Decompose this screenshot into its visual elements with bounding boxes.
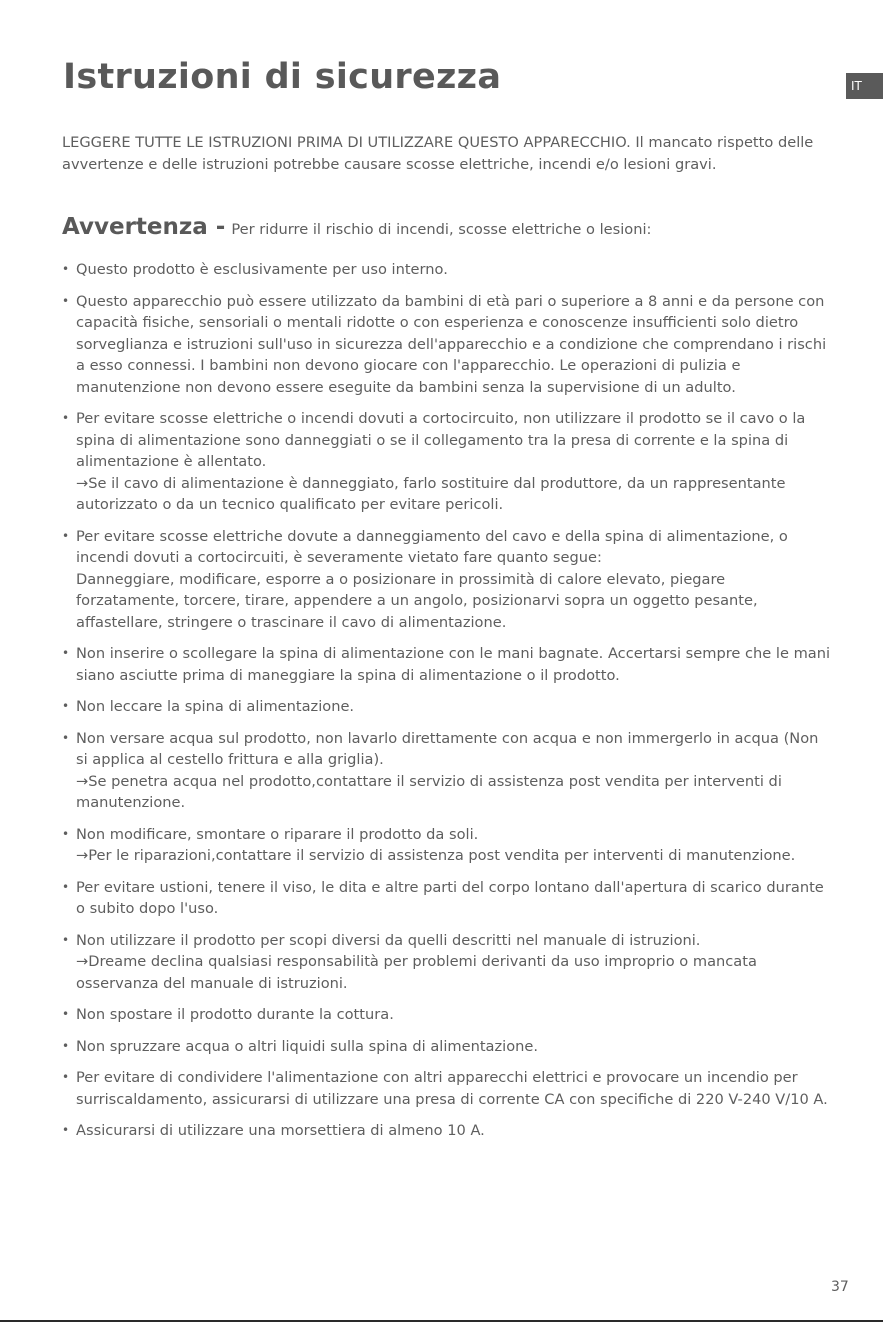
list-item-text: Non utilizzare il prodotto per scopi diversi da quelli descritti nel manuale di istruzioni. [76, 931, 701, 949]
bullet-icon: • [62, 646, 70, 660]
list-item-text: Per evitare ustioni, tenere il viso, le dita e altre parti del corpo lontano dall'apertura di scarico durante o subito dopo l'uso. [76, 878, 824, 917]
list-item [62, 877, 832, 920]
list-item-text: Non versare acqua sul prodotto, non lavarlo direttamente con acqua e non immergerlo in acqua (Non si applica al cestello frittura e alla griglia). [76, 729, 819, 768]
intro-paragraph: LEGGERE TUTTE LE ISTRUZIONI PRIMA DI UTILIZZARE QUESTO APPARECCHIO. Il mancato rispetto delle avvertenze e delle istruzioni potrebbe causare scosse elettriche, incendi e/o lesioni gravi. [62, 134, 814, 173]
list-item-text: Non modificare, smontare o riparare il prodotto da soli. [76, 825, 479, 843]
list-item-text: Assicurarsi di utilizzare una morsettiera di almeno 10 A. [76, 1122, 485, 1139]
list-item [62, 696, 832, 718]
bullet-icon: • [62, 1123, 70, 1137]
bullet-icon: • [62, 826, 70, 841]
bullet-icon: • [62, 262, 70, 276]
bullet-icon: • [62, 1007, 70, 1021]
list-item-text: Per evitare scosse elettriche o incendi dovuti a cortocircuito, non utilizzare il prodotto se il cavo o la spina di alimentazione sono danneggiati o se il collegamento tra la presa di corrente e la spina di alimentazione è allentato. [76, 410, 806, 470]
bullet-icon: • [62, 932, 70, 947]
list-item [62, 259, 832, 281]
list-item [62, 1067, 832, 1110]
warning-title: Avvertenza - [62, 214, 226, 240]
list-item [62, 291, 832, 399]
list-item-text: Non spruzzare acqua o altri liquidi sulla spina di alimentazione. [76, 1037, 539, 1055]
language-tab: IT [846, 73, 883, 99]
list-item-text: →Per le riparazioni,contattare il servizio di assistenza post vendita per interventi di manutenzione. [76, 847, 796, 864]
list-item-text: →Dreame declina qualsiasi responsabilità per problemi derivanti da uso improprio o mancata osservanza del manuale di istruzioni. [76, 953, 757, 992]
list-item [62, 824, 832, 867]
list-item-text: Non leccare la spina di alimentazione. [76, 698, 355, 715]
bullet-icon: • [62, 1070, 70, 1084]
list-item-text: Questo apparecchio può essere utilizzato da bambini di età pari o superiore a 8 anni e da persone con capacità fisiche, sensoriali o mentali ridotte o con esperienza e conoscenze insufficienti solo dietro sorveglianza e istruzioni sull'uso in sicurezza dell'apparecchio e a condizione che comprendano i rischi a esso connessi. I bambini non devono giocare con l'apparecchio. Le operazioni di pulizia e manutenzione non devono essere eseguite da bambini senza la supervisione di un adulto. [76, 292, 827, 396]
list-item [62, 1036, 832, 1058]
list-item [62, 930, 832, 995]
list-item [62, 1004, 832, 1026]
page-number: 37 [831, 1279, 849, 1295]
list-item [62, 643, 832, 686]
list-item [62, 1120, 832, 1142]
list-item [62, 408, 832, 516]
bottom-divider [0, 1320, 883, 1322]
bullet-icon: • [62, 879, 70, 894]
list-item-text: Per evitare scosse elettriche dovute a danneggiamento del cavo e della spina di alimentazione, o incendi dovuti a cortocircuiti, è severamente vietato fare quanto segue: [76, 527, 788, 566]
list-item-text: Questo prodotto è esclusivamente per uso interno. [76, 261, 448, 278]
warning-text: Per ridurre il rischio di incendi, scosse elettriche o lesioni: [231, 221, 652, 238]
page-title: Istruzioni di sicurezza [63, 57, 502, 97]
list-item [62, 728, 832, 814]
bullet-icon: • [62, 411, 70, 425]
list-item-text: →Se penetra acqua nel prodotto,contattare il servizio di assistenza post vendita per interventi di manutenzione. [76, 772, 782, 811]
list-item-text: Danneggiare, modificare, esporre a o posizionare in prossimità di calore elevato, piegare forzatamente, torcere, tirare, appendere a un angolo, posizionarvi sopra un oggetto pesante, affastellare, stringere o trascinare il cavo di alimentazione. [76, 570, 758, 631]
list-item [62, 526, 832, 634]
list-item-text: Per evitare di condividere l'alimentazione con altri apparecchi elettrici e provocare un incendio per surriscaldamento, assicurarsi di utilizzare una presa di corrente CA con specifiche di 220 V-240 V/10 A. [76, 1069, 828, 1108]
list-item-text: Non inserire o scollegare la spina di alimentazione con le mani bagnate. Accertarsi sempre che le mani siano asciutte prima di maneggiare la spina di alimentazione o il prodotto. [76, 645, 831, 684]
bullet-icon: • [62, 699, 70, 713]
warning-heading [62, 212, 822, 245]
bullet-icon: • [62, 293, 70, 308]
list-item-text: Non spostare il prodotto durante la cottura. [76, 1006, 394, 1023]
bullet-icon: • [62, 730, 70, 745]
safety-list [62, 259, 832, 1152]
bullet-icon: • [62, 528, 70, 543]
bullet-icon: • [62, 1038, 70, 1053]
list-item-text: →Se il cavo di alimentazione è danneggiato, farlo sostituire dal produttore, da un rappresentante autorizzato o da un tecnico qualificato per evitare pericoli. [76, 474, 786, 513]
